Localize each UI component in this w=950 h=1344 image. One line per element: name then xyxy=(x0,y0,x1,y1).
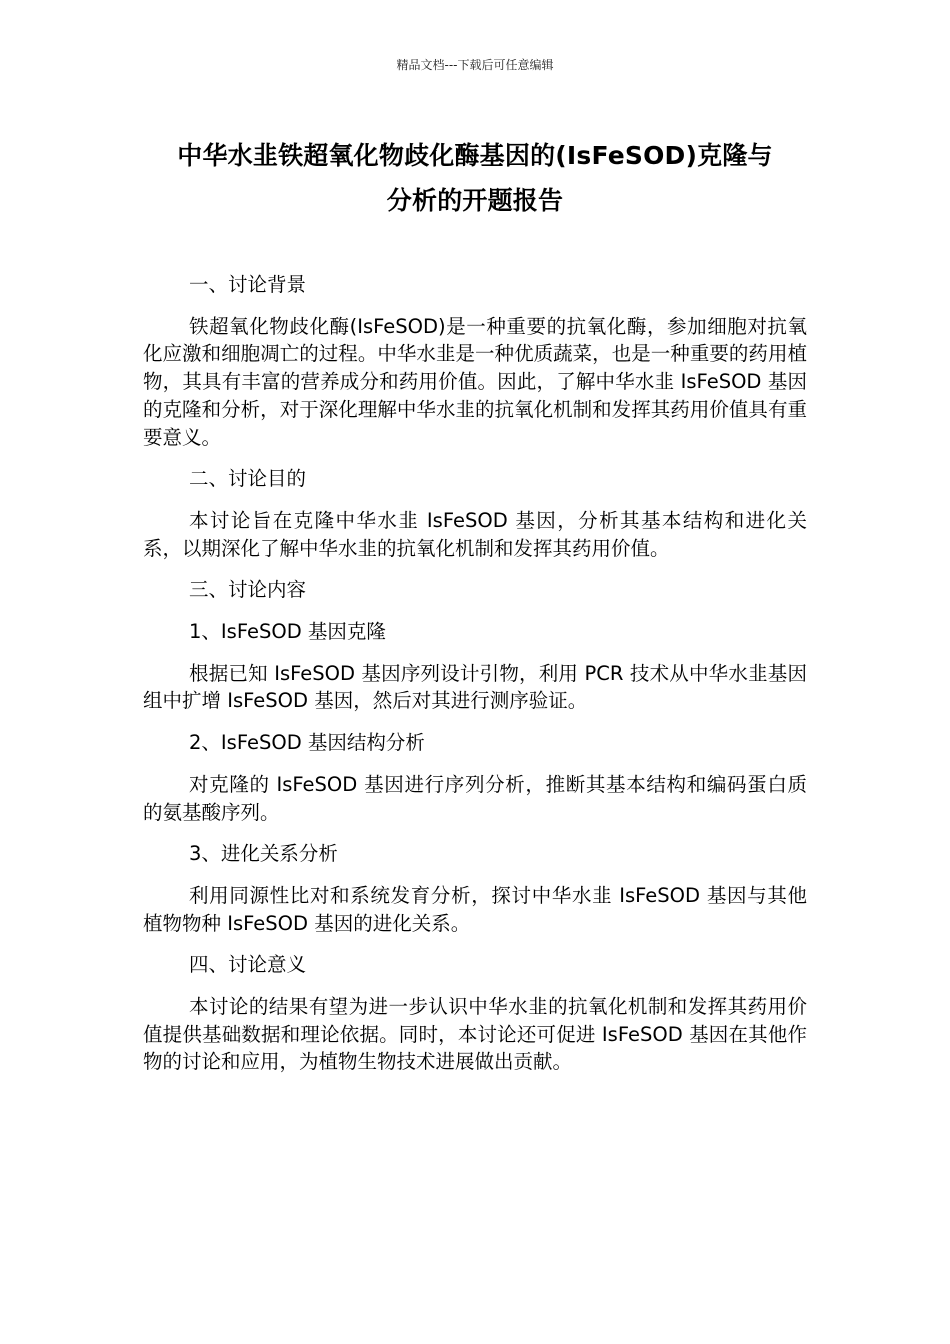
paragraph-purpose: 本讨论旨在克隆中华水韭 IsFeSOD 基因，分析其基本结构和进化关系，以期深化了解中华水韭的抗氧化机制和发挥其药用价值。 xyxy=(143,508,807,560)
paragraph-evolution: 利用同源性比对和系统发育分析，探讨中华水韭 IsFeSOD 基因与其他植物物种 IsFeSOD 基因的进化关系。 xyxy=(143,883,807,935)
subsection-heading-evolution: 3、进化关系分析 xyxy=(189,842,338,866)
paragraph-cloning: 根据已知 IsFeSOD 基因序列设计引物，利用 PCR 技术从中华水韭基因组中扩增 IsFeSOD 基因，然后对其进行测序验证。 xyxy=(143,661,807,713)
paragraph-structure: 对克隆的 IsFeSOD 基因进行序列分析，推断其基本结构和编码蛋白质的氨基酸序列。 xyxy=(143,772,807,824)
paragraph-background: 铁超氧化物歧化酶(IsFeSOD)是一种重要的抗氧化酶，参加细胞对抗氧化应激和细胞凋亡的过程。中华水韭是一种优质蔬菜，也是一种重要的药用植物，其具有丰富的营养成分和药用价值。因此，了解中华水韭 IsFeSOD 基因的克隆和分析，对于深化理解中华水韭的抗氧化机制和发挥其药用价值具有重要意义。 xyxy=(143,314,807,449)
section-heading-content: 三、讨论内容 xyxy=(189,578,307,602)
header-note: 精品文档---下载后可任意编辑 xyxy=(396,58,554,72)
title-line-2: 分析的开题报告 xyxy=(386,186,564,215)
section-heading-significance: 四、讨论意义 xyxy=(189,953,307,977)
section-heading-background: 一、讨论背景 xyxy=(189,273,307,296)
section-heading-purpose: 二、讨论目的 xyxy=(189,467,307,491)
paragraph-significance: 本讨论的结果有望为进一步认识中华水韭的抗氧化机制和发挥其药用价值提供基础数据和理论依据。同时，本讨论还可促进 IsFeSOD 基因在其他作物的讨论和应用，为植物生物技术进展做出贡献。 xyxy=(143,995,807,1074)
document-body xyxy=(143,271,807,1090)
document-title xyxy=(140,133,810,223)
title-line-1: 中华水韭铁超氧化物歧化酶基因的(IsFeSOD)克隆与 xyxy=(177,141,773,170)
subsection-heading-cloning: 1、IsFeSOD 基因克隆 xyxy=(189,620,386,644)
subsection-heading-structure: 2、IsFeSOD 基因结构分析 xyxy=(189,731,425,755)
